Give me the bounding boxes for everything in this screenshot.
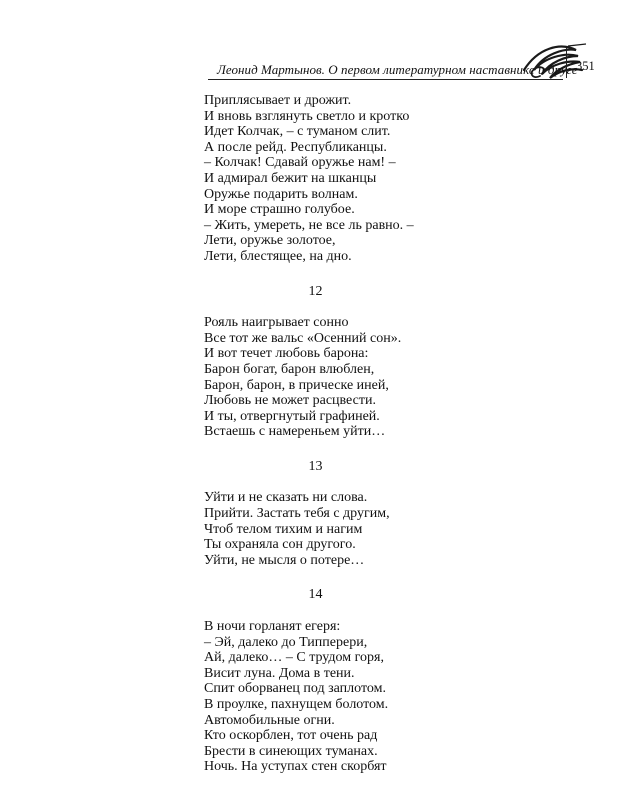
poem-text <box>204 93 464 775</box>
poem-line: – Жить, умереть, не все ль равно. – <box>204 217 414 233</box>
poem-line: Прийти. Застать тебя с другим, <box>204 506 390 522</box>
poem-line: Приплясывает и дрожит. <box>204 93 352 108</box>
poem-line: Рояль наигрывает сонно <box>204 315 349 331</box>
poem-line: Лети, блестящее, на дно. <box>204 248 352 264</box>
poem-line: – Колчак! Сдавай оружье нам! – <box>204 155 396 171</box>
poem-line: И вновь взглянуть светло и кротко <box>204 108 410 124</box>
poem-line: Чтоб телом тихим и нагим <box>204 521 363 537</box>
section-number-12: 12 <box>308 283 323 299</box>
section-number-14: 14 <box>308 587 323 603</box>
poem-line: И вот течет любовь барона: <box>204 346 369 362</box>
poem-line: Ты охраняла сон другого. <box>204 537 356 553</box>
poem-line: Уйти и не сказать ни слова. <box>204 490 368 506</box>
poem-line: И ты, отвергнутый графиней. <box>204 408 380 424</box>
poem-line: Спит оборванец под заплотом. <box>204 681 386 697</box>
poem-section-14 <box>204 619 464 775</box>
poem-line: А после рейд. Республиканцы. <box>204 139 387 155</box>
poem-line: Встаешь с намереньем уйти… <box>204 424 386 440</box>
poem-line: Лети, оружье золотое, <box>204 233 336 249</box>
poem-line: В ночи горланят егеря: <box>204 619 341 635</box>
poem-line: Барон, барон, в прическе иней, <box>204 377 389 393</box>
poem-line: Ай, далеко… – С трудом горя, <box>204 650 384 666</box>
poem-line: Ночь. На уступах стен скорбят <box>204 759 387 775</box>
page-number: 351 <box>576 59 595 73</box>
poem-line: Любовь не может расцвести. <box>204 393 376 409</box>
page-header <box>0 0 628 90</box>
poem-line: И море страшно голубое. <box>204 202 355 218</box>
section-number-13: 13 <box>308 458 323 474</box>
poem-line: Все тот же вальс «Осенний сон». <box>204 330 402 346</box>
poem-line: Кто оскорблен, тот очень рад <box>204 728 378 744</box>
poem-line: Барон богат, барон влюблен, <box>204 361 375 377</box>
running-head-title: Леонид Мартынов. О первом литературном наставнике и друге <box>217 62 578 77</box>
header-rule <box>208 79 563 80</box>
poem-line: – Эй, далеко до Типперери, <box>204 634 368 650</box>
poem-section-13 <box>204 490 464 568</box>
poem-line: Идет Колчак, – с туманом слит. <box>204 124 391 140</box>
poem-line: В проулке, пахнущем болотом. <box>204 697 389 712</box>
poem-line: Автомобильные огни. <box>204 712 335 728</box>
poem-line: И адмирал бежит на шканцы <box>204 170 377 186</box>
poem-line: Висит луна. Дома в тени. <box>204 665 355 681</box>
poem-line: Уйти, не мысля о потере… <box>204 552 365 568</box>
poem-line: Брести в синеющих туманах. <box>204 743 378 759</box>
poem-section-12 <box>204 315 464 440</box>
poem-section-continued <box>204 93 464 265</box>
poem-line: Оружье подарить волнам. <box>204 186 358 202</box>
